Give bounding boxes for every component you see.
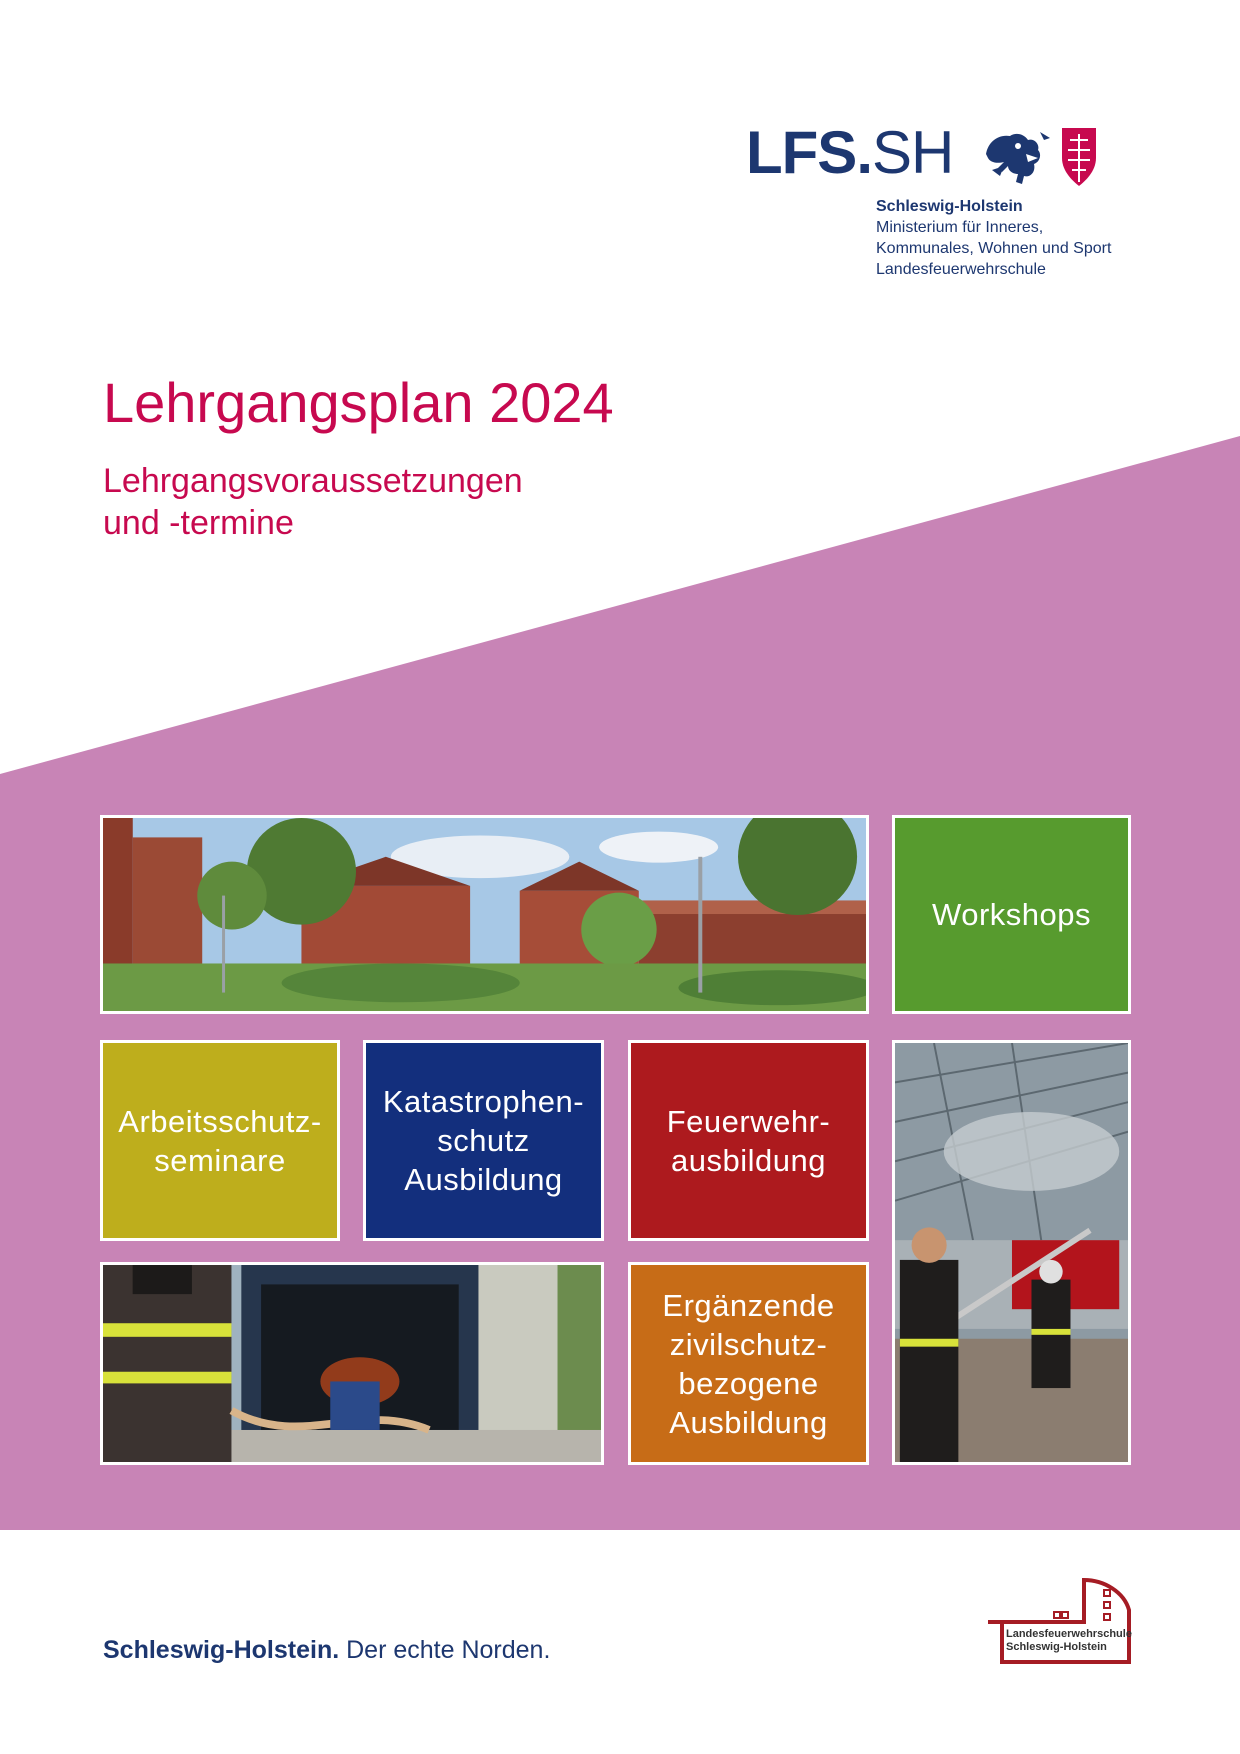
tile-zivilschutz[interactable]: Ergänzende zivilschutz- bezogene Ausbildung (628, 1262, 869, 1465)
page-subtitle: Lehrgangsvoraussetzungen und -termine (103, 462, 523, 542)
tile-arbeitsschutzseminare[interactable]: Arbeitsschutz- seminare (100, 1040, 340, 1241)
tile-workshops[interactable]: Workshops (892, 815, 1131, 1014)
tile-feuerwehrausbildung[interactable]: Feuerwehr- ausbildung (628, 1040, 869, 1241)
footer-slogan: Schleswig-Holstein. Der echte Norden. (103, 1636, 551, 1664)
photo-container-training (100, 1262, 604, 1465)
brand-wordmark: LFS.SH (746, 119, 954, 186)
coat-of-arms-icon (978, 124, 1098, 188)
lfs-sh-logo (746, 118, 1146, 188)
photo-training-hall (892, 1040, 1131, 1465)
ministry-text: Schleswig-Holstein Ministerium für Inneres, Kommunales, Wohnen und Sport Landesfeuerwehrschule (876, 198, 1112, 278)
photo-school-building (100, 815, 869, 1014)
tile-katastrophenschutz[interactable]: Katastrophen- schutz Ausbildung (363, 1040, 604, 1241)
page-title: Lehrgangsplan 2024 (103, 371, 614, 434)
school-logo: Landesfeuerwehrschule Schleswig-Holstein (984, 1568, 1134, 1664)
